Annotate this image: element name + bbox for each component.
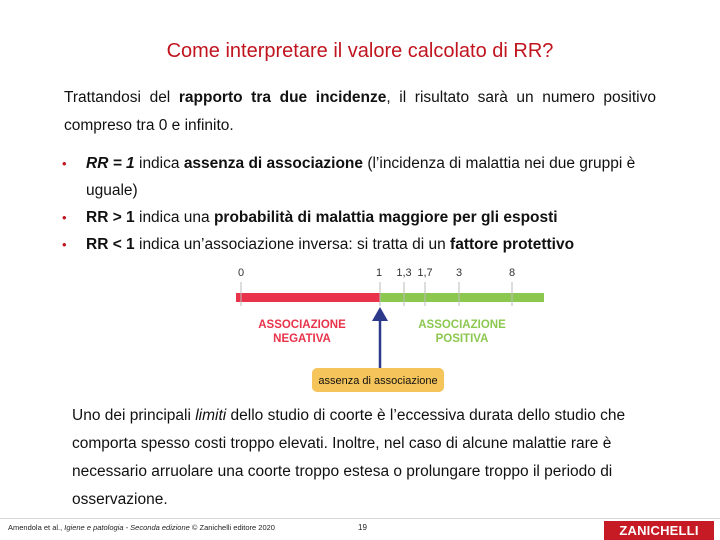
positive-label-line-2: POSITIVA — [435, 333, 489, 345]
bullet-list — [60, 150, 660, 258]
intro-text-1: Trattandosi del — [64, 89, 179, 106]
tick-label-1-3: 1,3 — [396, 267, 412, 279]
slide-title: Come interpretare il valore calcolato di RR? — [166, 40, 554, 62]
para-text-1: Uno dei principali — [72, 407, 196, 424]
para-italic: limiti — [195, 407, 227, 424]
intro-text-2: , il risultato sarà un numero positivo compreso tra 0 e infinito. — [64, 89, 656, 134]
zanichelli-logo: ZANICHELLI — [604, 521, 714, 540]
tick-label-0: 0 — [237, 267, 245, 279]
bullet-rr-greater-1 — [60, 204, 660, 231]
tick-label-8: 8 — [508, 267, 516, 279]
footer-citation — [8, 523, 275, 532]
positive-bar — [380, 293, 544, 302]
bullet-1-bold: assenza di associazione — [183, 155, 364, 172]
page-number: 19 — [358, 523, 367, 532]
bullet-2-key: RR > 1 — [86, 209, 135, 226]
footer-publisher: © Zanichelli editore 2020 — [189, 523, 275, 532]
bullet-3-bold: fattore protettivo — [450, 236, 575, 253]
bullet-1-tail: (l’incidenza di malattia nei due gruppi è uguale) — [86, 155, 636, 199]
positive-label-line-1: ASSOCIAZIONE — [418, 319, 506, 331]
footer-book: Igiene e patologia - Seconda edizione — [64, 523, 190, 532]
arrow-up-icon — [372, 307, 388, 321]
tick-label-1: 1 — [375, 267, 383, 279]
bullet-2-bold: probabilità di malattia maggiore per gli esposti — [213, 209, 558, 226]
tick-label-1-7: 1,7 — [417, 267, 433, 279]
bullet-rr-equal-1 — [60, 150, 660, 204]
intro-bold: rapporto tra due incidenze — [178, 89, 387, 106]
rr-scale-diagram — [226, 262, 556, 397]
bullet-1-key: RR = 1 — [86, 155, 135, 172]
bullet-rr-less-1 — [60, 231, 660, 258]
para-text-2: dello studio di coorte è l’eccessiva durata dello studio che comporta spesso costi troppo elevati. Inoltre, nel caso di alcune malattie rare è necessario arruolare una coorte troppo estesa o prolungare troppo il periodo di osservazione. — [72, 407, 626, 508]
intro-paragraph — [64, 84, 656, 140]
bullet-1-text: indica — [134, 155, 184, 172]
tick-label-3: 3 — [455, 267, 463, 279]
footer-divider — [0, 518, 720, 519]
negative-label-line-2: NEGATIVA — [273, 333, 331, 345]
cohort-limits-paragraph — [72, 402, 668, 514]
negative-label-line-1: ASSOCIAZIONE — [258, 319, 346, 331]
bullet-2-text: indica una — [134, 209, 214, 226]
bullet-3-text: indica un’associazione inversa: si tratta di un — [134, 236, 451, 253]
negative-bar — [236, 293, 380, 302]
bullet-3-key: RR < 1 — [86, 236, 135, 253]
footer-authors: Amendola et al., — [8, 523, 65, 532]
center-label: assenza di associazione — [318, 375, 438, 387]
